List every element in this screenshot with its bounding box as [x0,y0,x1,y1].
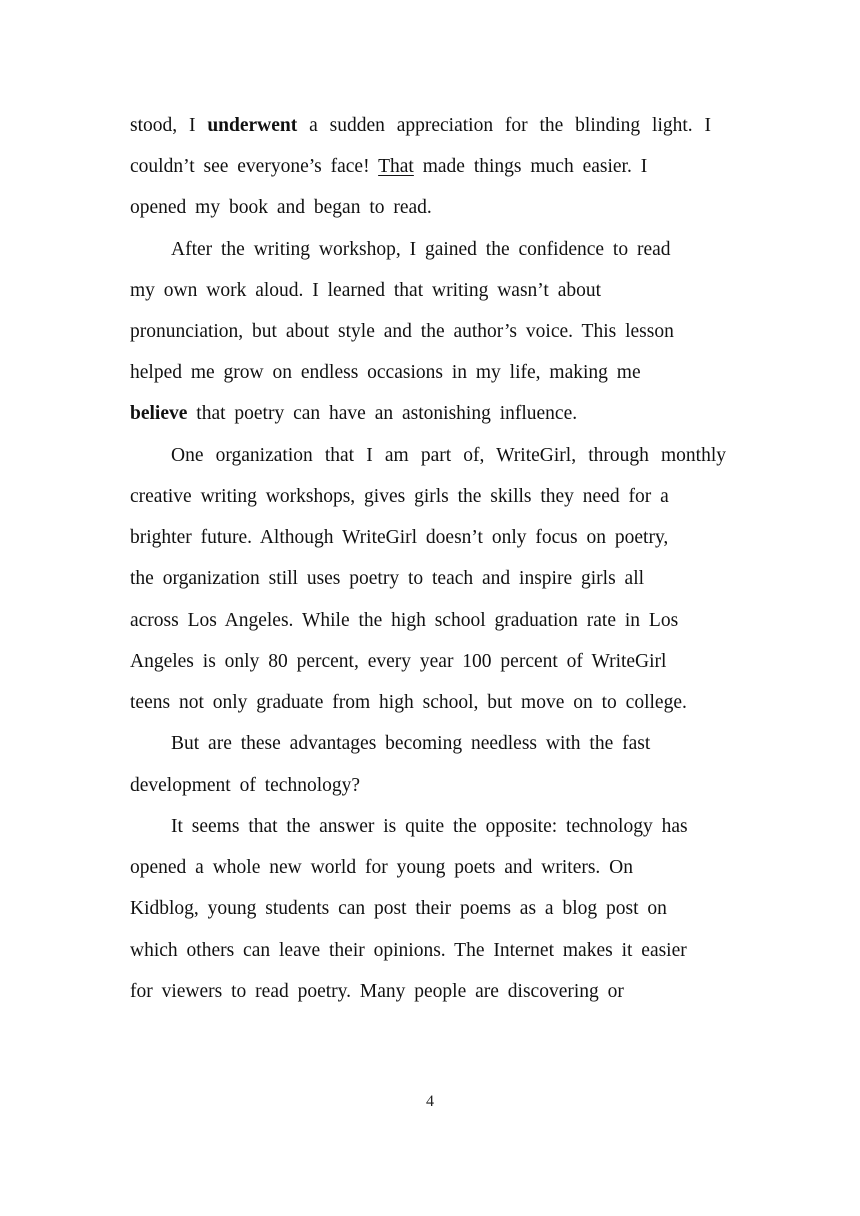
text-line: teens not only graduate from high school, but move on to college. [130,692,687,713]
text-line: Angeles is only 80 percent, every year 100 percent of WriteGirl [130,651,667,672]
text-line: creative writing workshops, gives girls the skills they need for a [130,486,669,507]
text-line: stood, I underwent a sudden appreciation for the blinding light. I [130,115,712,136]
text-line: But are these advantages becoming needless with the fast [171,733,651,754]
text-line: development of technology? [130,775,361,796]
text-line: After the writing workshop, I gained the confidence to read [171,239,671,260]
text-line: opened my book and began to read. [130,197,432,218]
text-line: for viewers to read poetry. Many people are discovering or [130,981,624,1002]
text-line: It seems that the answer is quite the opposite: technology has [171,816,688,837]
bold-word: believe [130,403,188,424]
text-line: One organization that I am part of, WriteGirl, through monthly [171,445,726,466]
text-line: helped me grow on endless occasions in my life, making me [130,362,641,383]
text-line: my own work aloud. I learned that writing wasn’t about [130,280,602,301]
text-line: opened a whole new world for young poets and writers. On [130,857,634,878]
text-line: pronunciation, but about style and the author’s voice. This lesson [130,321,674,342]
text-line: brighter future. Although WriteGirl doesn’t only focus on poetry, [130,527,669,548]
underlined-word: That [378,156,414,177]
text-line: Kidblog, young students can post their poems as a blog post on [130,898,667,919]
text-line: which others can leave their opinions. The Internet makes it easier [130,940,687,961]
page-number: 4 [426,1093,434,1110]
text-line: couldn’t see everyone’s face! That made things much easier. I [130,156,648,177]
bold-word: underwent [207,115,298,136]
text-line: across Los Angeles. While the high school graduation rate in Los [130,610,679,631]
text-line: believe that poetry can have an astonishing influence. [130,403,578,424]
text-line: the organization still uses poetry to teach and inspire girls all [130,568,645,589]
